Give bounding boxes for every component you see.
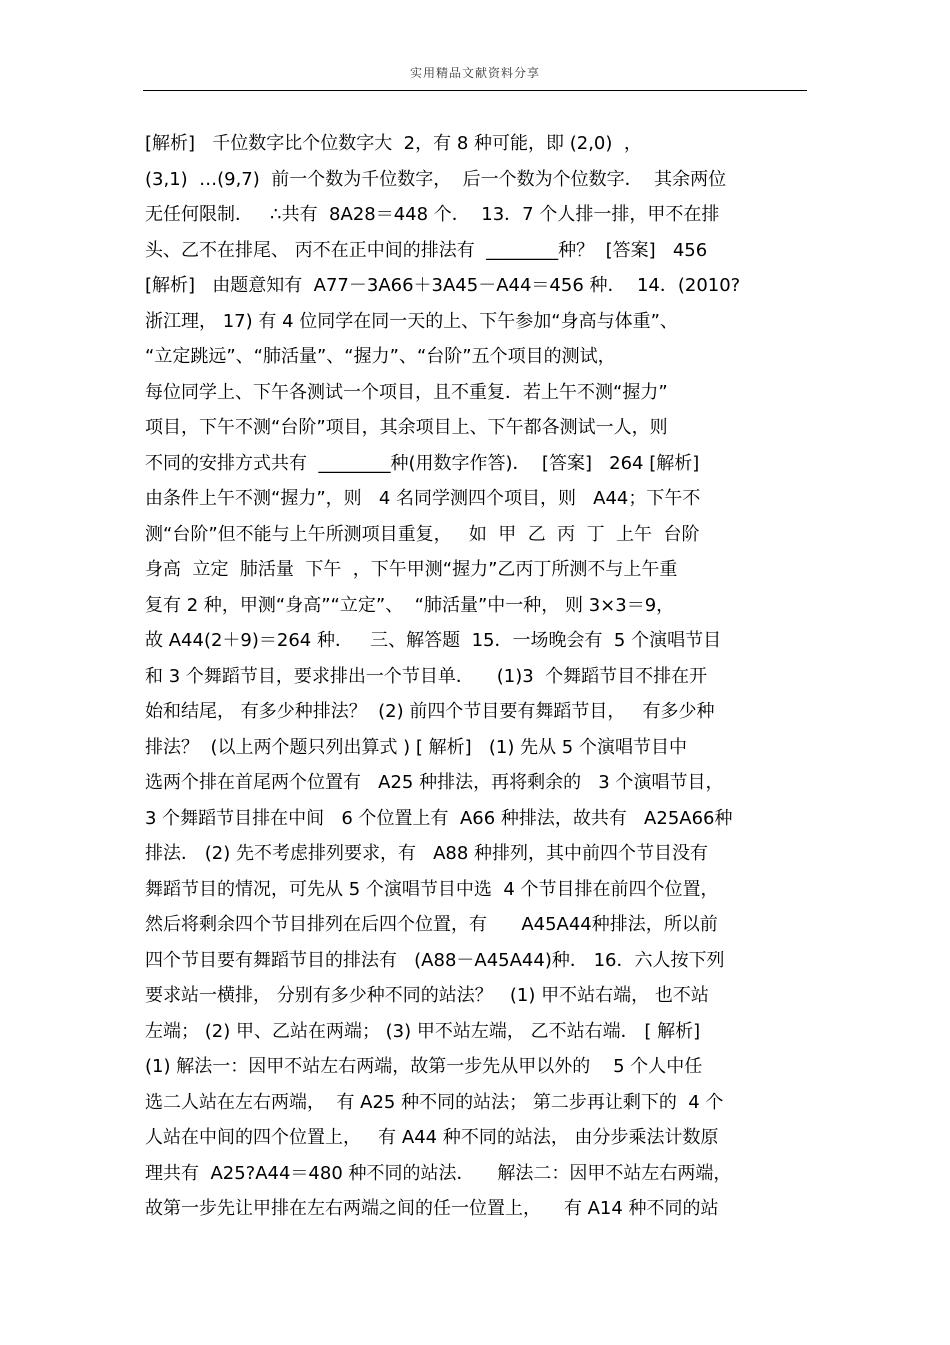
text-line: 要求站一横排， 分别有多少种不同的站法？ (1) 甲不站右端， 也不站 bbox=[145, 985, 709, 1006]
text-line: 头、乙不在排尾、 丙不在正中间的排法有 ________种？ [答案] 456 bbox=[145, 239, 708, 261]
text-line: 3 个舞蹈节目排在中间 6 个位置上有 A66 种排法，故共有 A25A66种 bbox=[145, 807, 733, 829]
text-line: “立定跳远”、“肺活量”、“握力”、“台阶”五个项目的测试， bbox=[145, 346, 616, 367]
text-line: 排法？ (以上两个题只列出算式 ) [ 解析] (1) 先从 5 个演唱节目中 bbox=[145, 736, 687, 758]
text-line: 不同的安排方式共有 ________种(用数字作答)． [答案] 264 [解析] bbox=[145, 452, 700, 474]
text-line: 始和结尾， 有多少种排法？ (2) 前四个节目要有舞蹈节目， 有多少种 bbox=[145, 701, 715, 722]
text-line: 浙江理， 17) 有 4 位同学在同一天的上、下午参加“身高与体重”、 bbox=[145, 310, 678, 332]
text-line: 四个节目要有舞蹈节目的排法有 (A88－A45A44)种． 16．六人按下列 bbox=[145, 949, 725, 971]
page-header-title: 实用精品文献资料分享 bbox=[409, 66, 540, 80]
text-line: 项目，下午不测“台阶”项目，其余项目上、下午都各测试一人，则 bbox=[145, 417, 668, 438]
text-line: 每位同学上、下午各测试一个项目，且不重复．若上午不测“握力” bbox=[145, 381, 668, 403]
text-line: 排法． (2) 先不考虑排列要求，有 A88 种排列，其中前四个节目没有 bbox=[145, 843, 709, 864]
text-line: 身高 立定 肺活量 下午 ，下午甲测“握力”乙丙丁所测不与上午重 bbox=[145, 559, 678, 580]
header-divider bbox=[143, 90, 807, 91]
text-line: 选二人站在左右两端， 有 A25 种不同的站法； 第二步再让剩下的 4 个 bbox=[145, 1091, 724, 1113]
text-line: [解析] 千位数字比个位数字大 2，有 8 种可能，即 (2,0) ， bbox=[145, 133, 642, 154]
text-line: 无任何限制． ∴共有 8A28＝448 个． 13．7 个人排一排，甲不在排 bbox=[145, 204, 720, 225]
text-line: 复有 2 种，甲测“身高”“立定”、 “肺活量”中一种， 则 3×3＝9， bbox=[145, 594, 675, 616]
text-line: 理共有 A25?A44＝480 种不同的站法． 解法二：因甲不站左右两端， bbox=[145, 1162, 732, 1184]
text-line: 舞蹈节目的情况，可先从 5 个演唱节目中选 4 个节目排在前四个位置， bbox=[145, 878, 719, 900]
document-body bbox=[145, 126, 810, 1227]
text-line: 故第一步先让甲排在左右两端之间的任一位置上， 有 A14 种不同的站 bbox=[145, 1198, 719, 1219]
text-line: 由条件上午不测“握力”，则 4 名同学测四个项目，则 A44；下午不 bbox=[145, 488, 701, 509]
text-line: 左端； (2) 甲、乙站在两端； (3) 甲不站左端， 乙不站右端． [ 解析] bbox=[145, 1020, 701, 1042]
text-line: 选两个排在首尾两个位置有 A25 种排法，再将剩余的 3 个演唱节目， bbox=[145, 772, 724, 793]
text-line: 然后将剩余四个节目排列在后四个位置，有 A45A44种排法，所以前 bbox=[145, 914, 718, 935]
text-line: (1) 解法一：因甲不站左右两端，故第一步先从甲以外的 5 个人中任 bbox=[145, 1056, 703, 1077]
text-line: [解析] 由题意知有 A77－3A66＋3A45－A44＝456 种． 14．(2010? bbox=[145, 275, 741, 296]
text-line: 人站在中间的四个位置上， 有 A44 种不同的站法， 由分步乘法计数原 bbox=[145, 1127, 719, 1148]
text-line: 测“台阶”但不能与上午所测项目重复， 如 甲 乙 丙 丁 上午 台阶 bbox=[145, 523, 700, 545]
text-line: 故 A44(2＋9)＝264 种． 三、解答题 15．一场晚会有 5 个演唱节目 bbox=[145, 630, 722, 651]
text-line: (3,1) …(9,7) 前一个数为千位数字， 后一个数为个位数字． 其余两位 bbox=[145, 168, 727, 190]
text-line: 和 3 个舞蹈节目，要求排出一个节目单． (1)3 个舞蹈节目不排在开 bbox=[145, 665, 708, 687]
